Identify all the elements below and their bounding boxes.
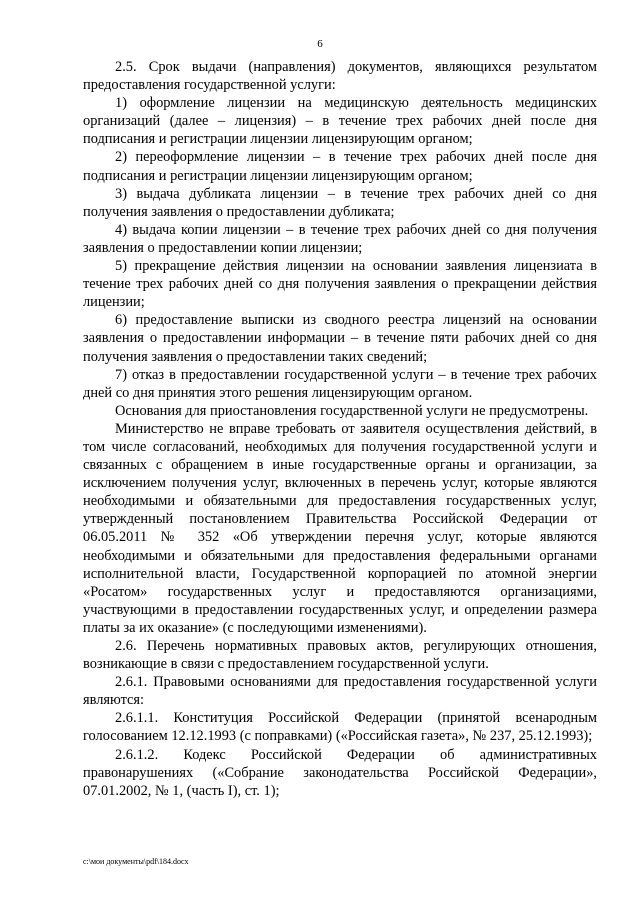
paragraph-2-6-1-2: 2.6.1.2. Кодекс Российской Федерации об административных правонарушениях («Собрание законодательства Российской Федерации», 07.01.2002, № 1, (часть I), ст. 1); [83,746,597,799]
document-body [83,58,597,800]
list-item-6: 6) предоставление выписки из сводного реестра лицензий на основании заявления о предоставлении информации – в течение пяти рабочих дней со дня получения заявления о предоставлении таких сведений; [83,312,597,365]
paragraph-2-6: 2.6. Перечень нормативных правовых актов, регулирующих отношения, возникающие в связи с предоставлением государственной услуги. [83,638,597,673]
list-item-2: 2) переоформление лицензии – в течение трех рабочих дней после дня подписания и регистрации лицензии лицензирующим органом; [83,149,597,184]
footer-file-path: c:\мои документы\pdf\184.docx [83,857,189,866]
paragraph-2-6-1: 2.6.1. Правовыми основаниями для предоставления государственной услуги являются: [83,674,597,709]
list-item-7: 7) отказ в предоставлении государственной услуги – в течение трех рабочих дней со дня принятия этого решения лицензирующим органом. [83,366,597,401]
paragraph-2-6-1-1: 2.6.1.1. Конституция Российской Федерации (принятой всенародным голосованием 12.12.1993 (с поправками) («Российская газета», № 237, 25.12.1993); [83,710,597,745]
paragraph-ministry: Министерство не вправе требовать от заявителя осуществления действий, в том числе согласований, необходимых для получения государственной услуги и связанных с обращением в иные государственные органы и организации, за исключением получения услуг, включенных в перечень услуг, которые являются необходимыми и обязательными для предоставления государственных услуг, утвержденный постановлением Правительства Российской Федерации от 06.05.2011 № 352 «Об утверждении перечня услуг, которые являются необходимыми и обязательными для предоставления федеральными органами исполнительной власти, Государственной корпорацией по атомной энергии «Росатом» государственных услуг и предоставляются организациями, участвующими в предоставлении государственных услуг, и определении размера платы за их оказание» (с последующими изменениями). [83,420,597,636]
list-item-3: 3) выдача дубликата лицензии – в течение трех рабочих дней со дня получения заявления о предоставлении дубликата; [83,185,597,220]
list-item-4: 4) выдача копии лицензии – в течение трех рабочих дней со дня получения заявления о предоставлении копии лицензии; [83,221,597,256]
page-number: 6 [317,38,323,50]
list-item-5: 5) прекращение действия лицензии на основании заявления лицензиата в течение трех рабочих дней со дня получения заявления о прекращении действия лицензии; [83,258,597,311]
list-item-1: 1) оформление лицензии на медицинскую деятельность медицинских организаций (далее – лицензия) – в течение трех рабочих дней после дня подписания и регистрации лицензии лицензирующим органом; [83,95,597,148]
paragraph-no-suspension: Основания для приостановления государственной услуги не предусмотрены. [115,402,589,419]
paragraph-2-5: 2.5. Срок выдачи (направления) документов, являющихся результатом предоставления государственной услуги: [83,59,597,94]
